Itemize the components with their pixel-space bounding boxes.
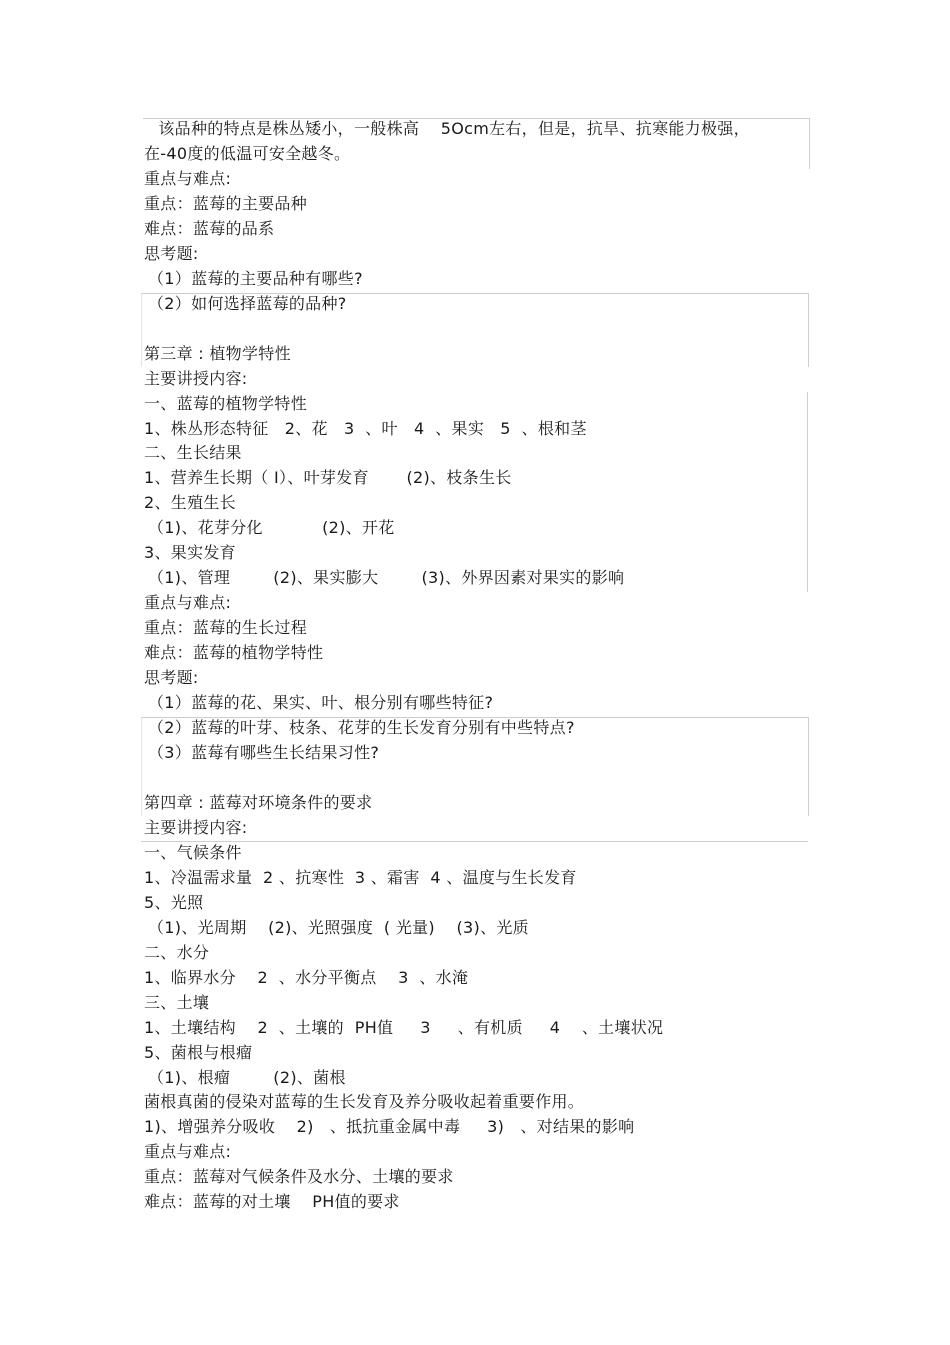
- text-line: （3）蓝莓有哪些生长结果习性?: [148, 743, 380, 762]
- text-line: 在-40度的低温可安全越冬。: [144, 144, 351, 163]
- text-line: 主要讲授内容:: [144, 369, 248, 388]
- text-line: 思考题:: [144, 668, 199, 687]
- text-line: 3、果实发育: [144, 543, 236, 562]
- text-line: 该品种的特点是株丛矮小，一般株高 5Ocm左右，但是，抗旱、抗寒能力极强，: [153, 119, 750, 138]
- text-line: 主要讲授内容:: [144, 818, 248, 837]
- text-line: （1）蓝莓的花、果实、叶、根分别有哪些特征?: [148, 693, 494, 712]
- text-line: 5、菌根与根瘤: [144, 1043, 253, 1062]
- text-line: 菌根真菌的侵染对蓝莓的生长发育及养分吸收起着重要作用。: [144, 1092, 585, 1111]
- text-line: 重点：蓝莓的主要品种: [144, 194, 308, 213]
- text-line: （2）如何选择蓝莓的品种?: [148, 294, 347, 313]
- text-line: 1、冷温需求量 2 、抗寒性 3 、霜害 4 、温度与生长发育: [144, 868, 577, 887]
- text-line: （1)、根瘤 (2)、菌根: [148, 1068, 346, 1087]
- text-line: 难点：蓝莓的品系: [144, 219, 275, 238]
- text-line: （1）蓝莓的主要品种有哪些?: [148, 269, 363, 288]
- text-line: （1)、光周期 (2)、光照强度 ( 光量) (3)、光质: [148, 918, 529, 937]
- text-line: 二、水分: [144, 943, 210, 962]
- text-line: 5、光照: [144, 893, 204, 912]
- text-line: 难点：蓝莓的对土壤 PH值的要求: [144, 1192, 400, 1211]
- text-line: 一、气候条件: [144, 843, 242, 862]
- text-line: 重点与难点:: [144, 593, 232, 612]
- text-line: 重点与难点:: [144, 169, 232, 188]
- text-line: 一、蓝莓的植物学特性: [144, 394, 308, 413]
- text-line: 1、临界水分 2 、水分平衡点 3 、水淹: [144, 968, 469, 987]
- text-line: 1、营养生长期（ I）、叶芽发育 (2)、枝条生长: [144, 468, 512, 487]
- text-line: 2、生殖生长: [144, 493, 236, 512]
- text-line: 二、生长结果: [144, 443, 242, 462]
- text-line: （2）蓝莓的叶芽、枝条、花芽的生长发育分别有中些特点?: [148, 718, 575, 737]
- chapter-heading: 第三章 : 植物学特性: [144, 344, 291, 363]
- text-line: 1)、增强养分吸收 2) 、抵抗重金属中毒 3) 、对结果的影响: [144, 1117, 635, 1136]
- text-line: 难点：蓝莓的植物学特性: [144, 643, 324, 662]
- text-line: （1)、管理 (2)、果实膨大 (3)、外界因素对果实的影响: [148, 568, 625, 587]
- text-line: 1、土壤结构 2 、土壤的 PH值 3 、有机质 4 、土壤状况: [144, 1018, 664, 1037]
- text-line: 1、株丛形态特征 2、花 3 、叶 4 、果实 5 、根和茎: [144, 419, 587, 438]
- text-line: （1)、花芽分化 (2)、开花: [148, 518, 395, 537]
- text-line: 重点：蓝莓对气候条件及水分、土壤的要求: [144, 1167, 454, 1186]
- text-line: 思考题:: [144, 244, 199, 263]
- text-line: 重点：蓝莓的生长过程: [144, 618, 308, 637]
- chapter-heading: 第四章 : 蓝莓对环境条件的要求: [144, 793, 373, 812]
- text-line: 重点与难点:: [144, 1142, 232, 1161]
- text-line: 三、土壤: [144, 993, 210, 1012]
